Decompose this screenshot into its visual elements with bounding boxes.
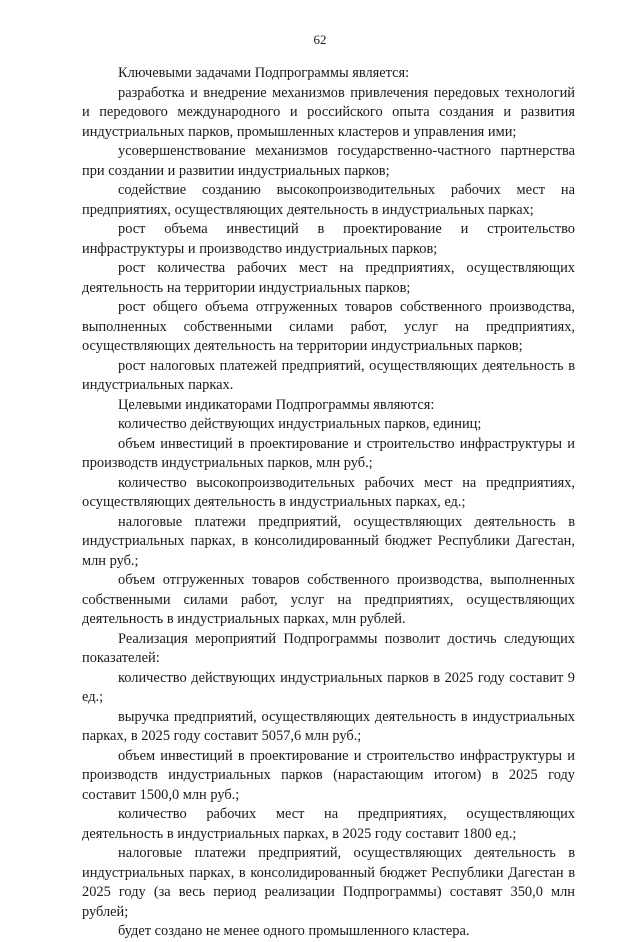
paragraph-task-tax: рост налоговых платежей предприятий, осуществляющих деятельность в индустриальных парках.	[82, 357, 575, 393]
paragraph-indicator-parks: количество действующих индустриальных парков, единиц;	[118, 416, 482, 432]
paragraph-result-cluster: будет создано не менее одного промышленного кластера.	[118, 923, 470, 939]
paragraph-indicator-tax: налоговые платежи предприятий, осуществляющих деятельность в индустриальных парках, в консолидированный бюджет Республики Дагестан, млн руб.;	[82, 513, 575, 569]
paragraph-task-shipped-goods: рост общего объема отгруженных товаров собственного производства, выполненных собственными силами работ, услуг на предприятиях, осуществляющих деятельность на территории индустриальных парков;	[82, 299, 575, 354]
page-number: 62	[313, 32, 327, 47]
paragraph-task-jobs: содействие созданию высокопроизводительных рабочих мест на предприятиях, осуществляющих деятельность в индустриальных парках;	[82, 182, 575, 218]
paragraph-indicator-shipped-goods: объем отгруженных товаров собственного производства, выполненных собственными силами работ, услуг на предприятиях, осуществляющих деятельность в индустриальных парках, млн рублей.	[82, 572, 575, 627]
paragraph-result-jobs: количество рабочих мест на предприятиях, осуществляющих деятельность в индустриальных парках, в 2025 году составит 1800 ед.;	[82, 806, 575, 842]
paragraph-task-investment: рост объема инвестиций в проектирование и строительство инфраструктуры и производство индустриальных парков;	[82, 221, 575, 257]
paragraph-indicator-investment: объем инвестиций в проектирование и строительство инфраструктуры и производств индустриальных парков, млн руб.;	[82, 435, 575, 471]
paragraph-task-technologies: разработка и внедрение механизмов привлечения передовых технологий и передового международного и российского опыта создания и развития индустриальных парков, промышленных кластеров и управления ими;	[82, 84, 575, 140]
paragraph-task-workplaces: рост количества рабочих мест на предприятиях, осуществляющих деятельность на территории индустриальных парков;	[82, 260, 575, 296]
paragraph-result-tax: налоговые платежи предприятий, осуществляющих деятельность в индустриальных парках, в консолидированный бюджет Республики Дагестан в 2025 году (за весь период реализации Подпрограммы) составят 350,0 млн рублей;	[82, 845, 575, 920]
paragraph-indicator-jobs: количество высокопроизводительных рабочих мест на предприятиях, осуществляющих деятельность в индустриальных парках, ед.;	[82, 474, 575, 510]
paragraph-indicators-heading: Целевыми индикаторами Подпрограммы являются:	[118, 396, 435, 413]
paragraph-result-revenue: выручка предприятий, осуществляющих деятельность в индустриальных парках, в 2025 году составит 5057,6 млн руб.;	[82, 708, 575, 744]
paragraph-result-investment: объем инвестиций в проектирование и строительство инфраструктуры и производств индустриальных парков (нарастающим итогом) в 2025 году составит 1500,0 млн руб.;	[82, 747, 575, 803]
paragraph-task-ppp: усовершенствование механизмов государственно-частного партнерства при создании и развитии индустриальных парков;	[82, 143, 575, 179]
document-body	[82, 64, 575, 942]
paragraph-results-heading: Реализация мероприятий Подпрограммы позволит достичь следующих показателей:	[82, 630, 575, 666]
paragraph-key-tasks-heading: Ключевыми задачами Подпрограммы является:	[118, 65, 410, 81]
paragraph-result-parks: количество действующих индустриальных парков в 2025 году составит 9 ед.;	[82, 669, 575, 705]
